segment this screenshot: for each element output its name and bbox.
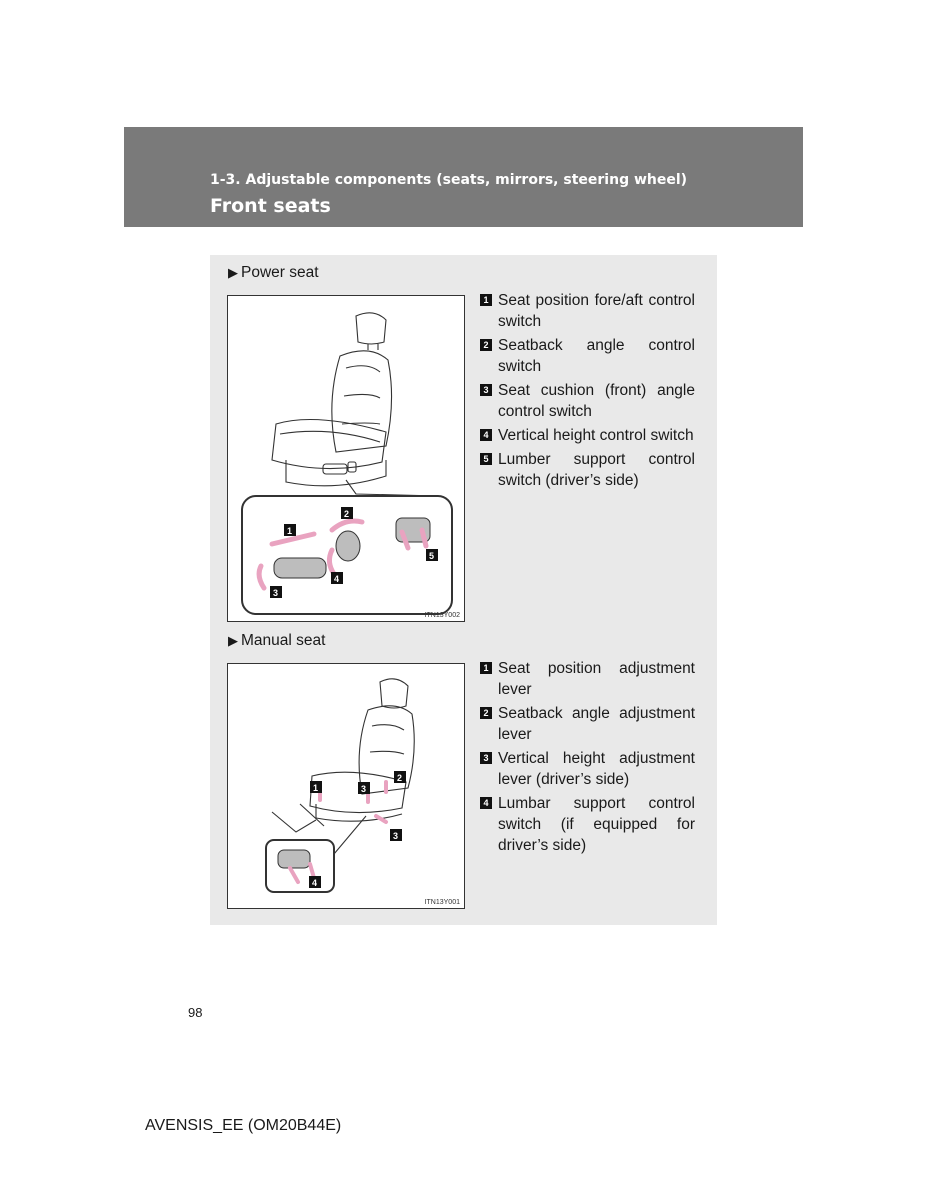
page-title: Front seats <box>210 195 331 217</box>
svg-text:3: 3 <box>393 831 399 841</box>
power-seat-list <box>480 290 695 494</box>
list-item: 3 Seat cushion (front) angle control switch <box>480 380 695 422</box>
triangle-bullet-icon: ▶ <box>228 265 238 280</box>
manual-seat-figure <box>227 663 465 909</box>
figure-code: ITN13Y002 <box>424 612 460 619</box>
manual-seat-illustration <box>228 664 466 910</box>
svg-text:1: 1 <box>313 783 319 793</box>
list-item: 2 Seatback angle adjustment lever <box>480 703 695 745</box>
power-seat-heading: ▶ Power seat <box>228 264 319 281</box>
figure-code: ITN13Y001 <box>424 899 460 906</box>
manual-seat-callouts <box>309 771 406 888</box>
list-item: 1 Seat position adjustment lever <box>480 658 695 700</box>
document-footer: AVENSIS_EE (OM20B44E) <box>145 1117 342 1134</box>
svg-text:3: 3 <box>361 784 367 794</box>
list-item: 4 Vertical height control switch <box>480 425 695 446</box>
list-item: 3 Vertical height adjustment lever (driver’s side) <box>480 748 695 790</box>
power-seat-figure <box>227 295 465 622</box>
svg-text:4: 4 <box>312 878 318 888</box>
triangle-bullet-icon: ▶ <box>228 633 238 648</box>
svg-text:3: 3 <box>273 588 279 598</box>
chapter-header <box>124 127 803 227</box>
svg-text:2: 2 <box>397 773 403 783</box>
list-item: 1 Seat position fore/aft control switch <box>480 290 695 332</box>
svg-text:1: 1 <box>287 526 293 536</box>
manual-seat-list <box>480 658 695 859</box>
svg-text:2: 2 <box>344 509 350 519</box>
list-item: 2 Seatback angle control switch <box>480 335 695 377</box>
power-seat-illustration <box>228 296 466 623</box>
manual-seat-heading: ▶ Manual seat <box>228 632 326 649</box>
svg-text:5: 5 <box>429 551 435 561</box>
list-item: 4 Lumbar support control switch (if equipped for driver’s side) <box>480 793 695 856</box>
content-panel <box>210 255 717 925</box>
section-title: 1-3. Adjustable components (seats, mirrors, steering wheel) <box>210 172 688 188</box>
list-item: 5 Lumber support control switch (driver’s side) <box>480 449 695 491</box>
page-number: 98 <box>188 1005 203 1020</box>
svg-text:4: 4 <box>334 574 340 584</box>
